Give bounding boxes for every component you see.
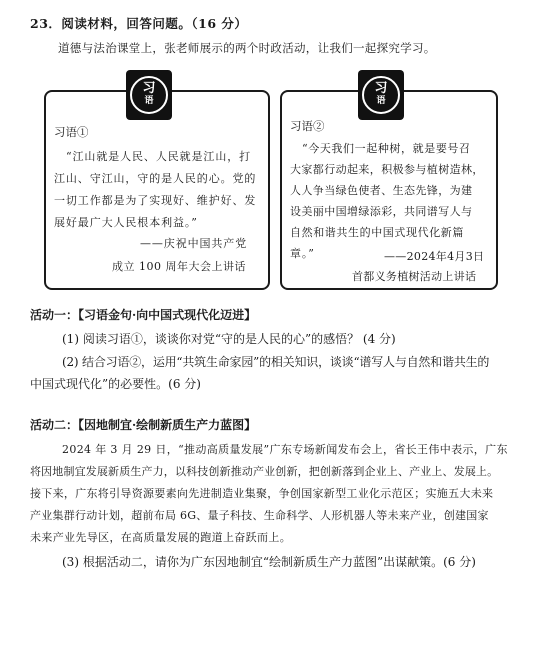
activity2-text-line: 接下来，广东将引导资源要素向先进制造业集聚，争创国家新型工业化示范区；实施五大未来 [30,487,494,500]
activity1-question-1: (1) 阅读习语①，谈谈你对党“守的是人民的心”的感悟？ (4 分) [62,332,396,346]
xi-yu-seal-icon: 习 语 [126,70,172,120]
quote1-source: ——庆祝中国共产党 [140,237,248,250]
activity2-text-line: 产业集群行动计划，超前布局 6G、量子科技、生命科学、人形机器人等未来产业，创建国家 [30,509,489,522]
activity2-question-3: (3) 根据活动二，请你为广东因地制宜“绘制新质生产力蓝图”出谋献策。(6 分) [62,555,476,569]
quote2-source: ——2024年4月3日 [384,250,485,263]
activity1-heading: 活动一：【习语金句·向中国式现代化迈进】 [30,308,257,322]
quote1-line: 展好最广大人民根本利益。” [54,216,198,229]
activity2-text-line: 将因地制宜发展新质生产力，以科技创新推动产业创新，把创新落到企业上、产业上、发展上。 [30,465,499,478]
quote2-line: 设美丽中国增绿添彩，共同谱写人与 [290,205,473,218]
activity2-heading: 活动二：【因地制宜·绘制新质生产力蓝图】 [30,418,257,432]
question-title: 23．阅读材料，回答问题。（16 分） [30,16,248,31]
activity1-question-2: (2) 结合习语②，运用“共筑生命家园”的相关知识，谈谈“谱写人与自然和谐共生的 [62,355,490,369]
quote2-line: 人人争当绿色使者、生态先锋，为建 [290,184,473,197]
activity2-text-line: 2024 年 3 月 29 日，“推动高质量发展”广东专场新闻发布会上，省长王伟中表示，广东 [62,443,508,456]
xi-yu-seal-icon: 习 语 [358,70,404,120]
quote2-line: “今天我们一起种树，就是要号召 [302,142,471,155]
question-intro: 道德与法治课堂上，张老师展示的两个时政活动，让我们一起探究学习。 [58,41,436,55]
activity2-text-line: 未来产业先导区，在高质量发展的跑道上奋跃而上。 [30,531,292,544]
quote1-line: “江山就是人民、人民就是江山，打 [66,150,252,163]
activity1-question-2-cont: 中国式现代化”的必要性。(6 分) [30,377,201,391]
quote2-line: 大家都行动起来，积极参与植树造林， [290,163,484,176]
quote2-source: 首都义务植树活动上讲话 [352,270,477,283]
quote2-label: 习语② [290,119,325,133]
quote1-line: 江山、守江山，守的是人民的心。党的 [54,172,257,185]
quote1-line: 一切工作都是为了实现好、维护好、发 [54,194,257,207]
quote1-label: 习语① [54,125,89,139]
quote2-line: 章。” [290,247,315,260]
quote1-source: 成立 100 周年大会上讲话 [112,260,246,273]
quote2-line: 自然和谐共生的中国式现代化新篇 [290,226,464,239]
